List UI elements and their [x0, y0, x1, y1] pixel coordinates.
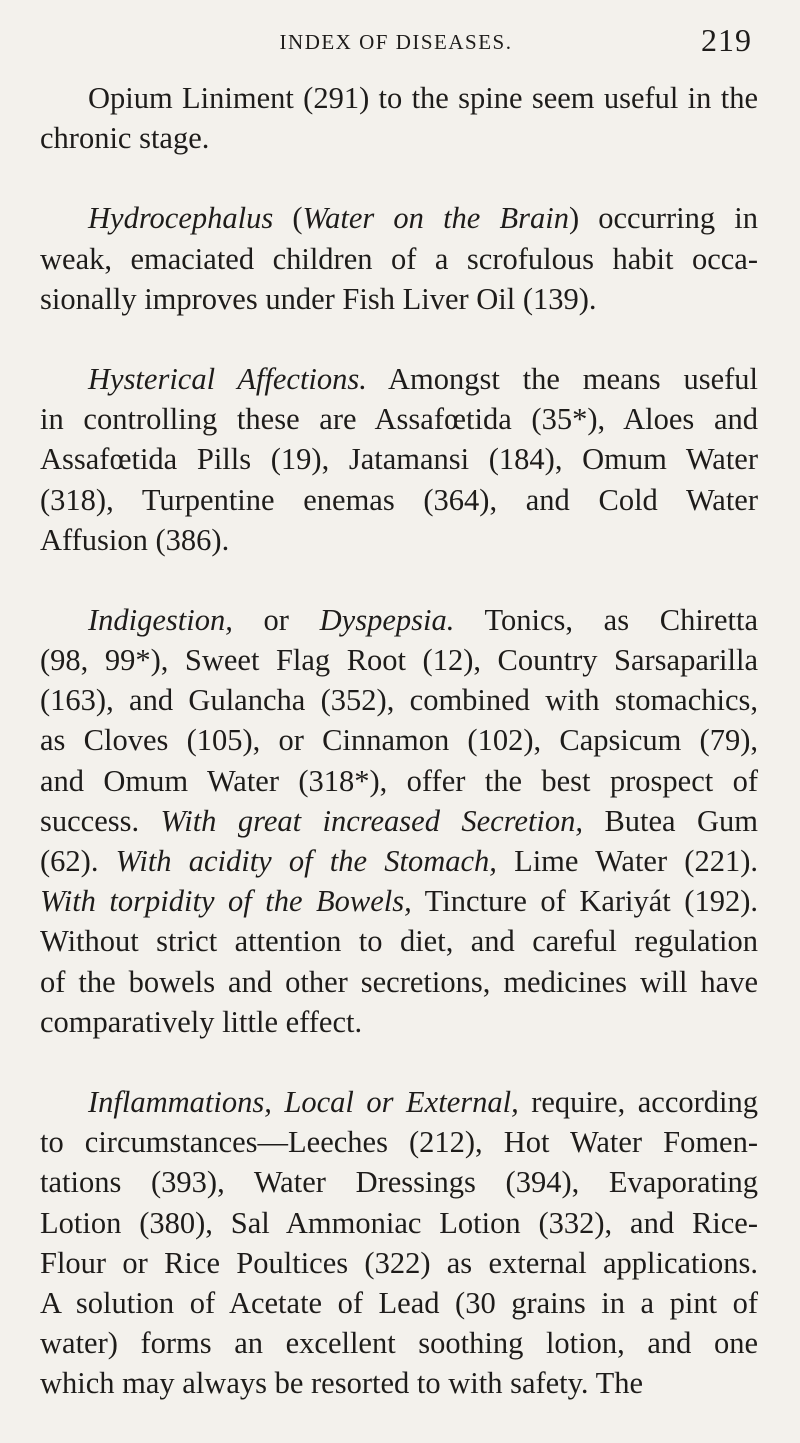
text-run: require, according [518, 1084, 758, 1119]
text-run: success. [40, 803, 161, 838]
text-run: Tincture of Kariyát (192). [411, 884, 758, 919]
paragraph [40, 1082, 758, 1404]
italic-run: Dyspepsia. [319, 602, 455, 637]
text-line [40, 78, 758, 118]
text-line [40, 239, 758, 279]
italic-run: With great increased Secretion, [160, 803, 584, 838]
text-run: or [232, 602, 320, 637]
italic-run: With acidity of the Stomach, [115, 844, 497, 878]
text-line [40, 359, 758, 399]
text-run: Flour or Rice Poultices (322) as external applications. [40, 1245, 758, 1280]
page-number: 219 [701, 22, 752, 58]
text-run: weak, emaciated children of a scrofulous habit occa- [40, 241, 758, 276]
text-line [40, 720, 758, 760]
italic-run: Inflammations, [88, 1084, 272, 1119]
text-run: as Cloves (105), or Cinnamon (102), Capsicum (79), [40, 723, 758, 758]
text-run: and Omum Water (318*), offer the best prospect of [40, 763, 758, 798]
text-run: (163), and Gulancha (352), combined with stomachics, [40, 683, 758, 718]
text-run: Tonics, as Chiretta [454, 602, 758, 637]
text-run: A solution of Acetate of Lead (30 grains in a pint of [40, 1285, 758, 1320]
text-run: Lime Water (221). [496, 844, 758, 878]
body-text [40, 78, 758, 1443]
text-run: (62). [40, 844, 116, 878]
paragraph [40, 78, 758, 158]
italic-run: Water on the Brain [302, 201, 569, 236]
text-run: Assafœtida Pills (19), Jatamansi (184), Omum Water [40, 442, 758, 477]
text-line [40, 279, 758, 319]
italic-run: Hysterical Affections. [88, 361, 367, 396]
text-run: comparatively little effect. [40, 1004, 363, 1039]
text-line [40, 1243, 758, 1283]
text-run: (318), Turpentine enemas (364), and Cold Water [40, 482, 758, 517]
text-run: (98, 99*), Sweet Flag Root (12), Country Sarsaparilla [40, 643, 758, 678]
text-run: Lotion (380), Sal Ammoniac Lotion (332), and Rice- [40, 1205, 758, 1240]
paragraph [40, 600, 758, 1042]
text-line [40, 962, 758, 1002]
text-line [40, 1122, 758, 1162]
text-line [40, 480, 758, 520]
text-line [40, 761, 758, 801]
paragraph [40, 359, 758, 560]
text-line [40, 841, 758, 881]
text-line [40, 1002, 758, 1042]
text-run: Without strict attention to diet, and careful regulation [40, 924, 758, 959]
text-run: chronic stage. [40, 121, 210, 156]
text-line [40, 118, 758, 158]
text-line [40, 1162, 758, 1202]
text-line [40, 1323, 758, 1363]
text-line [40, 881, 758, 921]
text-run: sionally improves under Fish Liver Oil (139). [40, 281, 597, 316]
paragraph [40, 198, 758, 319]
text-line [40, 1283, 758, 1323]
text-run [272, 1085, 285, 1119]
text-run: Opium Liniment (291) to the spine seem useful in the [88, 81, 758, 115]
text-line [40, 921, 758, 961]
text-run: water) forms an excellent soothing lotion, and one [40, 1326, 758, 1361]
text-line [40, 1363, 758, 1403]
text-line [40, 680, 758, 720]
italic-run: Local or External, [284, 1084, 519, 1119]
text-run: in controlling these are Assafœtida (35*), Aloes and [40, 402, 758, 437]
text-line [40, 198, 758, 238]
italic-run: Hydrocephalus [88, 201, 274, 236]
text-run: ( [273, 201, 303, 236]
text-line [40, 399, 758, 439]
text-line [40, 600, 758, 640]
text-line [40, 1203, 758, 1243]
text-line [40, 439, 758, 479]
text-run: ) occurring in [568, 201, 758, 236]
text-run: of the bowels and other secretions, medicines will have [40, 964, 758, 999]
text-run: Affusion (386). [40, 522, 230, 557]
running-head [40, 22, 752, 62]
text-run: Butea Gum [583, 803, 758, 838]
text-line [40, 801, 758, 841]
running-title: INDEX OF DISEASES. [279, 30, 513, 54]
italic-run: Indigestion, [88, 602, 233, 637]
text-line [40, 1082, 758, 1122]
italic-run: With torpidity of the Bowels, [40, 884, 412, 919]
text-run: Amongst the means useful [366, 361, 758, 396]
text-run: which may always be resorted to with safety. The [40, 1366, 644, 1401]
text-run: to circumstances—Leeches (212), Hot Water Fomen- [40, 1125, 758, 1160]
text-run: tations (393), Water Dressings (394), Evaporating [40, 1165, 758, 1200]
text-line [40, 640, 758, 680]
text-line [40, 520, 758, 560]
